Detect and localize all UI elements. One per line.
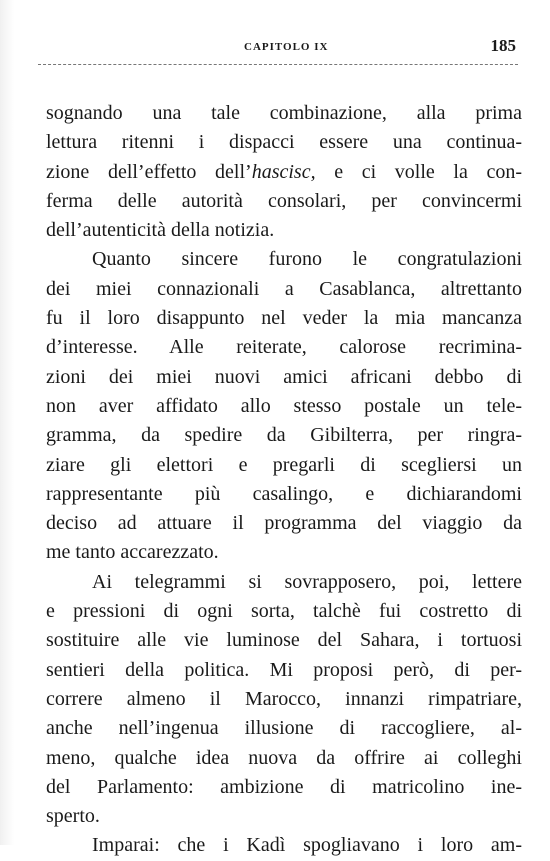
text-line: dei miei connazionali a Casablanca, altrettanto bbox=[46, 277, 522, 300]
text-line: sognando una tale combinazione, alla prima bbox=[46, 102, 522, 124]
text-line: gramma, da spedire da Gibilterra, per ringra- bbox=[46, 424, 522, 447]
text-line: del Parlamento: ambizione di matricolino ine- bbox=[46, 775, 522, 798]
text-line: ferma delle autorità consolari, per convincermi bbox=[46, 189, 522, 212]
running-head bbox=[38, 38, 518, 58]
text-line: lettura ritenni i dispacci essere una continua- bbox=[46, 131, 522, 154]
text-line: zioni dei miei nuovi amici africani debbo di bbox=[46, 365, 522, 388]
body-text bbox=[46, 99, 522, 861]
text-line: sentieri della politica. Mi proposi però, di per- bbox=[46, 658, 522, 681]
text-line: sperto. bbox=[46, 805, 100, 828]
paragraph-first-line: Imparai: che i Kadì spogliavano i loro am- bbox=[92, 834, 522, 857]
text-line: fu il loro disappunto nel veder la mia mancanza bbox=[46, 307, 522, 330]
text-line: anche nell’ingenua illusione di raccogliere, al- bbox=[46, 717, 522, 740]
text-line: me tanto accarezzato. bbox=[46, 541, 219, 564]
page-edge bbox=[0, 0, 14, 845]
text-segment: zione dell’effetto dell’ bbox=[46, 160, 252, 183]
italic-word: hascisc, bbox=[251, 160, 316, 183]
paragraph-first-line: Ai telegrammi si sovrapposero, poi, lettere bbox=[92, 570, 522, 593]
text-segment: e ci volle la con- bbox=[315, 160, 523, 183]
text-line: dell’autenticità della notizia. bbox=[46, 219, 275, 242]
text-line: deciso ad attuare il programma del viaggio da bbox=[46, 512, 522, 535]
text-line: correre almeno il Marocco, innanzi rimpatriare, bbox=[46, 687, 522, 710]
text-line: e pressioni di ogni sorta, talchè fui costretto di bbox=[46, 600, 522, 623]
text-line: meno, qualche idea nuova da offrire ai colleghi bbox=[46, 746, 522, 769]
text-line: sostituire alle vie luminose del Sahara, i tortuosi bbox=[46, 629, 522, 652]
page-number: 185 bbox=[490, 36, 516, 55]
text-line: d’interesse. Alle reiterate, calorose recrimina- bbox=[46, 336, 522, 359]
paragraph-first-line: Quanto sincere furono le congratulazioni bbox=[92, 248, 522, 271]
header-rule bbox=[38, 64, 518, 65]
text-line bbox=[46, 158, 522, 187]
text-line: rappresentante più casalingo, e dichiarandomi bbox=[46, 482, 522, 505]
text-line: ziare gli elettori e pregarli di scegliersi un bbox=[46, 453, 522, 476]
text-line: non aver affidato allo stesso postale un tele- bbox=[46, 394, 522, 417]
chapter-title: CAPITOLO IX bbox=[244, 41, 329, 53]
